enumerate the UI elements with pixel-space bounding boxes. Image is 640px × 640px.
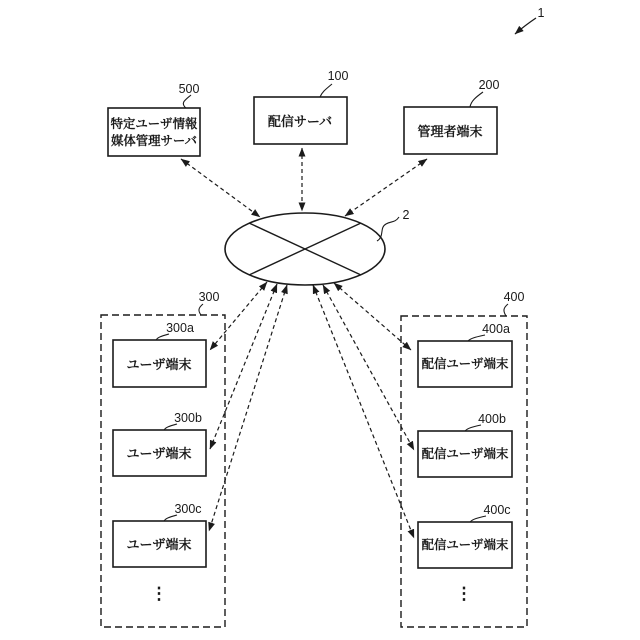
leader-500 [183, 95, 191, 108]
ref-label-2: 2 [402, 208, 410, 222]
box-media-management-server [108, 108, 200, 156]
distribution-server-label: 配信サーバ [267, 114, 333, 129]
arrow-network-user-terminal-b [210, 284, 277, 449]
leader-400a [468, 335, 485, 341]
user-terminal-a-label: ユーザ端末 [126, 357, 192, 372]
leader-300a [156, 334, 169, 340]
dist-user-terminal-b-label: 配信ユーザ端末 [421, 447, 509, 461]
arrow-admin-terminal-network [345, 159, 427, 216]
media-server-label-line1: 特定ユーザ情報 [110, 117, 198, 131]
leader-400 [504, 304, 508, 316]
figure-ref-1 [515, 6, 545, 34]
arrow-network-dist-user-terminal-c [313, 285, 414, 538]
leader-400b [465, 425, 481, 431]
node-admin-terminal [404, 78, 499, 154]
figure-ref-1-arrow [515, 18, 536, 34]
ref-label-300c: 300c [174, 502, 202, 516]
arrow-media-server-network [181, 159, 260, 217]
media-server-label-line2: 媒体管理サーバ [110, 134, 198, 148]
leader-100 [320, 84, 332, 97]
ref-label-400: 400 [503, 290, 525, 304]
node-media-management-server [108, 82, 200, 156]
more-dist-user-terminals-ellipsis: ⋮ [455, 584, 473, 603]
leader-2 [377, 217, 399, 241]
ref-label-500: 500 [178, 82, 200, 96]
ref-label-400b: 400b [478, 412, 506, 426]
leader-300 [199, 304, 203, 315]
ref-label-100: 100 [327, 69, 349, 83]
ref-label-300: 300 [198, 290, 220, 304]
node-distribution-server [254, 69, 348, 144]
dist-user-terminal-a-label: 配信ユーザ端末 [421, 357, 509, 371]
arrow-network-dist-user-terminal-a [334, 283, 411, 350]
network-node [225, 208, 410, 285]
dist-user-terminal-c-label: 配信ユーザ端末 [421, 538, 509, 552]
ref-label-300b: 300b [174, 411, 202, 425]
leader-400c [470, 516, 486, 522]
admin-terminal-label: 管理者端末 [417, 124, 483, 139]
user-terminal-b-label: ユーザ端末 [126, 446, 192, 461]
user-terminal-c-label: ユーザ端末 [126, 537, 192, 552]
leader-300b [164, 424, 177, 430]
figure-ref-1-label: 1 [537, 6, 545, 20]
group-user-terminals [101, 290, 225, 627]
ref-label-200: 200 [478, 78, 500, 92]
arrow-network-user-terminal-c [209, 285, 287, 531]
ref-label-300a: 300a [166, 321, 194, 335]
leader-200 [470, 92, 483, 107]
ref-label-400c: 400c [483, 503, 511, 517]
group-dist-user-terminals [401, 290, 527, 627]
ref-label-400a: 400a [482, 322, 510, 336]
leader-300c [164, 515, 177, 521]
more-user-terminals-ellipsis: ⋮ [150, 584, 168, 603]
